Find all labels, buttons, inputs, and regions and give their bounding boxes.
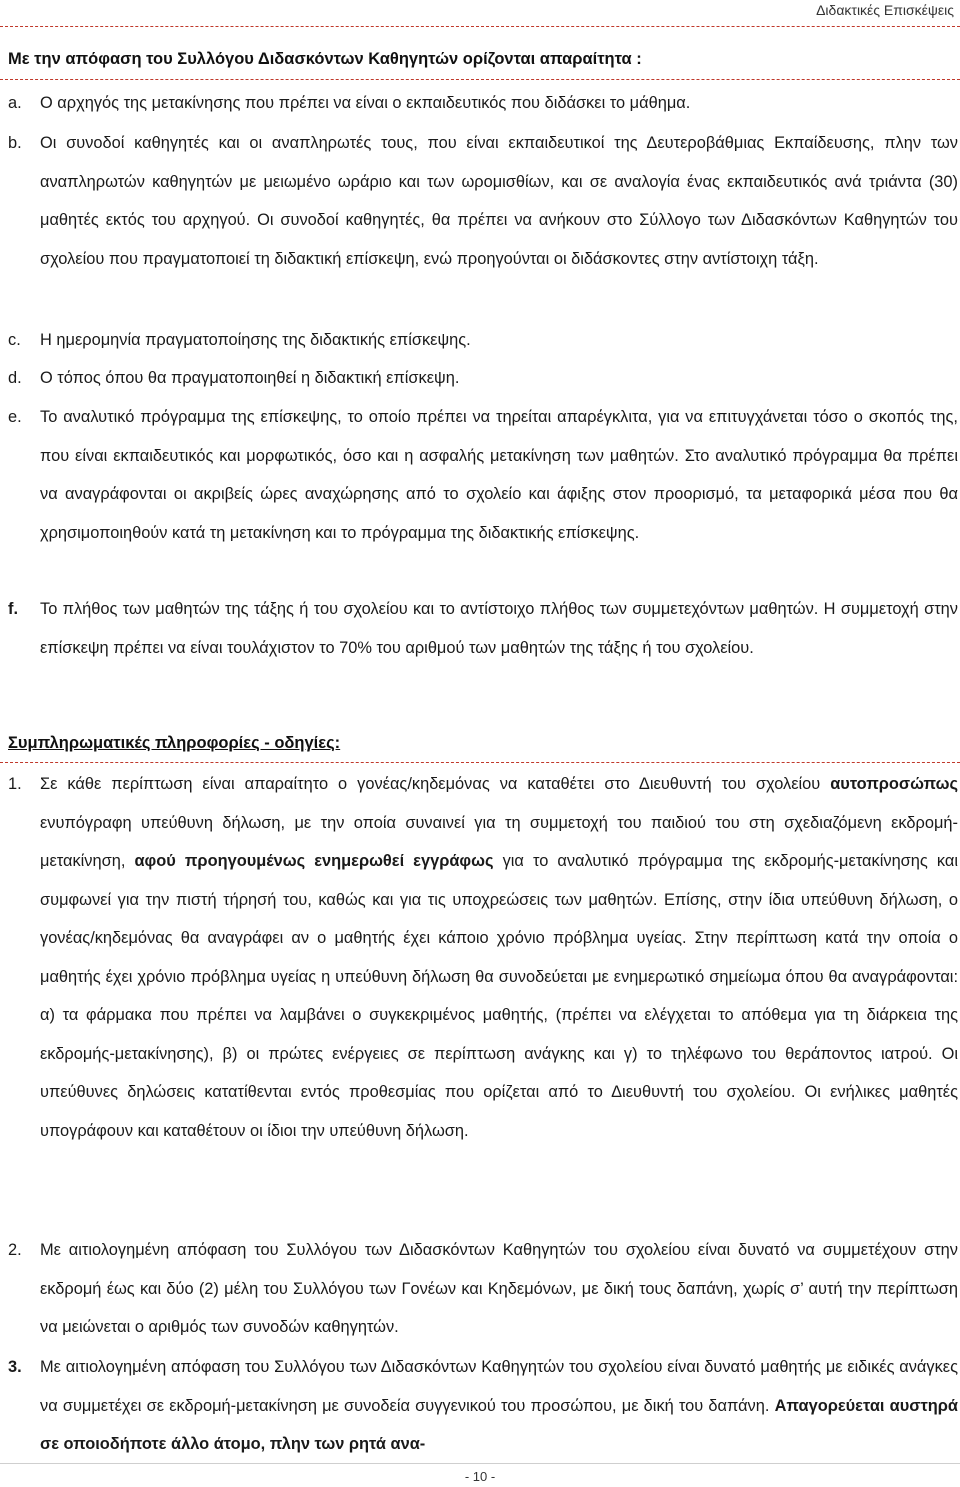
section-heading-instructions (8, 734, 340, 753)
text-run: για το αναλυτικό πρόγραμμα της εκδρομής-μετακίνησης και συμφωνεί για την πιστή τήρησή του, καθώς και για τις υποχρεώσεις των μαθητών. Επίσης, στην ίδια υπεύθυνη δήλωση, ο γονέας/κηδεμόνας θα αναγράφει αν ο μαθητής έχει κάποιο χρόνιο πρόβλημα υγείας. Στην περίπτωση κατά την οποία ο μαθητής έχει χρόνιο πρόβλημα υγείας η υπεύθυνη δήλωση θα συνοδεύεται με ενημερωτικό σημείωμα όπου θα αναγράφονται: α) τα φάρμακα που πρέπει να λαμβάνει ο συγκεκριμένος μαθητής, (πρέπει να ελέγχεται το απόθεμα για τη διάρκεια της εκδρομής-μετακίνησης), β) οι πρώτες ενέργειες σε περίπτωση ανάγκης και γ) το τηλέφωνο του θεράποντος ιατρού. Οι υπεύθυνες δηλώσεις κατατίθενται εντός προθεσμίας που ορίζεται από το Διευθυντή του σχολείου. Οι ενήλικες μαθητές υπογράφουν και καταθέτουν οι ίδιοι την υπεύθυνη δήλωση. (40, 852, 958, 1140)
numbered-item-3 (0, 1348, 958, 1464)
heading-rule (0, 79, 960, 80)
list-marker: a. (8, 94, 22, 112)
list-item-e (0, 398, 958, 552)
list-item-a (0, 84, 958, 123)
list-item-text: Η ημερομηνία πραγματοποίησης της διδακτικής επίσκεψης. (40, 331, 471, 349)
list-marker: d. (8, 369, 22, 387)
bold-text-run: αυτοπροσώπως (830, 775, 958, 793)
numbered-item-2 (0, 1231, 958, 1347)
text-run: ενυπόγραφη υπεύθυνη δήλωση, με την οποία συναινεί για τη συμμετοχή του παιδιού του στη σχεδιαζόμενη εκδρομή-μετακίνηση, (40, 813, 958, 870)
numbered-item-text: Με αιτιολογημένη απόφαση του Συλλόγου των Διδασκόντων Καθηγητών του σχολείου είναι δυνατό να συμμετέχουν στην εκδρομή έως και δύο (2) μέλη του Συλλόγου των Γονέων και Κηδεμόνων, με δική τους δαπάνη, χωρίς σ’ αυτή την περίπτωση να μειώνεται ο αριθμός των συνοδών καθηγητών. (40, 1241, 958, 1336)
numbered-item-text (40, 765, 958, 1150)
page-number: - 10 - (464, 1469, 496, 1484)
list-marker: 1. (8, 775, 22, 793)
list-item-d (0, 359, 958, 398)
list-marker: 2. (8, 1241, 22, 1259)
list-marker: b. (8, 134, 22, 152)
bold-text-run: Απαγορεύεται αυστηρά σε οποιοδήποτε άλλο άτομο, πλην των ρητά ανα- (40, 1396, 958, 1453)
list-marker: f. (8, 600, 19, 618)
footer-rule (0, 1463, 960, 1464)
section-heading-decision: Με την απόφαση του Συλλόγου Διδασκόντων Καθηγητών ορίζονται απαραίτητα : (8, 50, 642, 68)
heading-rule (0, 762, 960, 763)
text-run: Σε κάθε περίπτωση είναι απαραίτητο ο γονέας/κηδεμόνας να καταθέτει στο Διευθυντή του σχολείου (40, 775, 831, 793)
list-item-text: Το πλήθος των μαθητών της τάξης ή του σχολείου και το αντίστοιχο πλήθος των συμμετεχόντων μαθητών. Η συμμετοχή στην επίσκεψη πρέπει να είναι τουλάχιστον το 70% του αριθμού των μαθητών της τάξης ή του σχολείου. (40, 600, 958, 657)
list-item-text: Οι συνοδοί καθηγητές και οι αναπληρωτές τους, που είναι εκπαιδευτικοί της Δευτεροβάθμιας Εκπαίδευσης, πλην των αναπληρωτών καθηγητών με μειωμένο ωράριο και των ωρομισθίων, και σε αναλογία ένας εκπαιδευτικός ανά τριάντα (30) μαθητές εκτός του αρχηγού. Οι συνοδοί καθηγητές, θα πρέπει να ανήκουν στο Σύλλογο των Διδασκόντων Καθηγητών του σχολείου που πραγματοποιεί τη διδακτική επίσκεψη, ενώ προηγούνται οι διδάσκοντες στην αντίστοιχη τάξη. (40, 134, 958, 268)
list-marker: e. (8, 408, 22, 426)
numbered-item-1 (0, 765, 958, 1150)
list-marker: c. (8, 331, 21, 349)
text-run: Με αιτιολογημένη απόφαση του Συλλόγου των Διδασκόντων Καθηγητών του σχολείου είναι δυνατό μαθητής με ειδικές ανάγκες να συμμετέχει σε εκδρομή-μετακίνηση με συνοδεία συγγενικού του προσώπου, με δική του δαπάνη. (40, 1358, 958, 1415)
numbered-item-text (40, 1348, 958, 1464)
list-item-text: Ο τόπος όπου θα πραγματοποιηθεί η διδακτική επίσκεψη. (40, 369, 460, 387)
list-item-b (0, 124, 958, 278)
bold-text-run: αφού προηγουμένως ενημερωθεί εγγράφως (134, 852, 494, 870)
list-item-c (0, 321, 958, 360)
header-rule (0, 26, 960, 27)
running-header: Διδακτικές Επισκέψεις (816, 2, 954, 18)
section-heading-text: Συμπληρωματικές πληροφορίες - οδηγίες: (8, 734, 341, 752)
list-item-text: Το αναλυτικό πρόγραμμα της επίσκεψης, το οποίο πρέπει να τηρείται απαρέγκλιτα, για να επιτυγχάνεται τόσο ο σκοπός της, που είναι εκπαιδευτικός και μορφωτικός, όσο και η ασφαλής μετακίνηση των μαθητών. Στο αναλυτικό πρόγραμμα θα πρέπει να αναγράφονται οι ακριβείς ώρες αναχώρησης από το σχολείο και άφιξης στον προορισμό, τα μεταφορικά μέσα που θα χρησιμοποιηθούν κατά τη μετακίνηση και το πρόγραμμα της διδακτικής επίσκεψης. (40, 408, 958, 542)
list-item-text: Ο αρχηγός της μετακίνησης που πρέπει να είναι ο εκπαιδευτικός που διδάσκει το μάθημα. (40, 94, 691, 112)
list-marker: 3. (8, 1358, 22, 1376)
list-item-f (0, 590, 958, 667)
